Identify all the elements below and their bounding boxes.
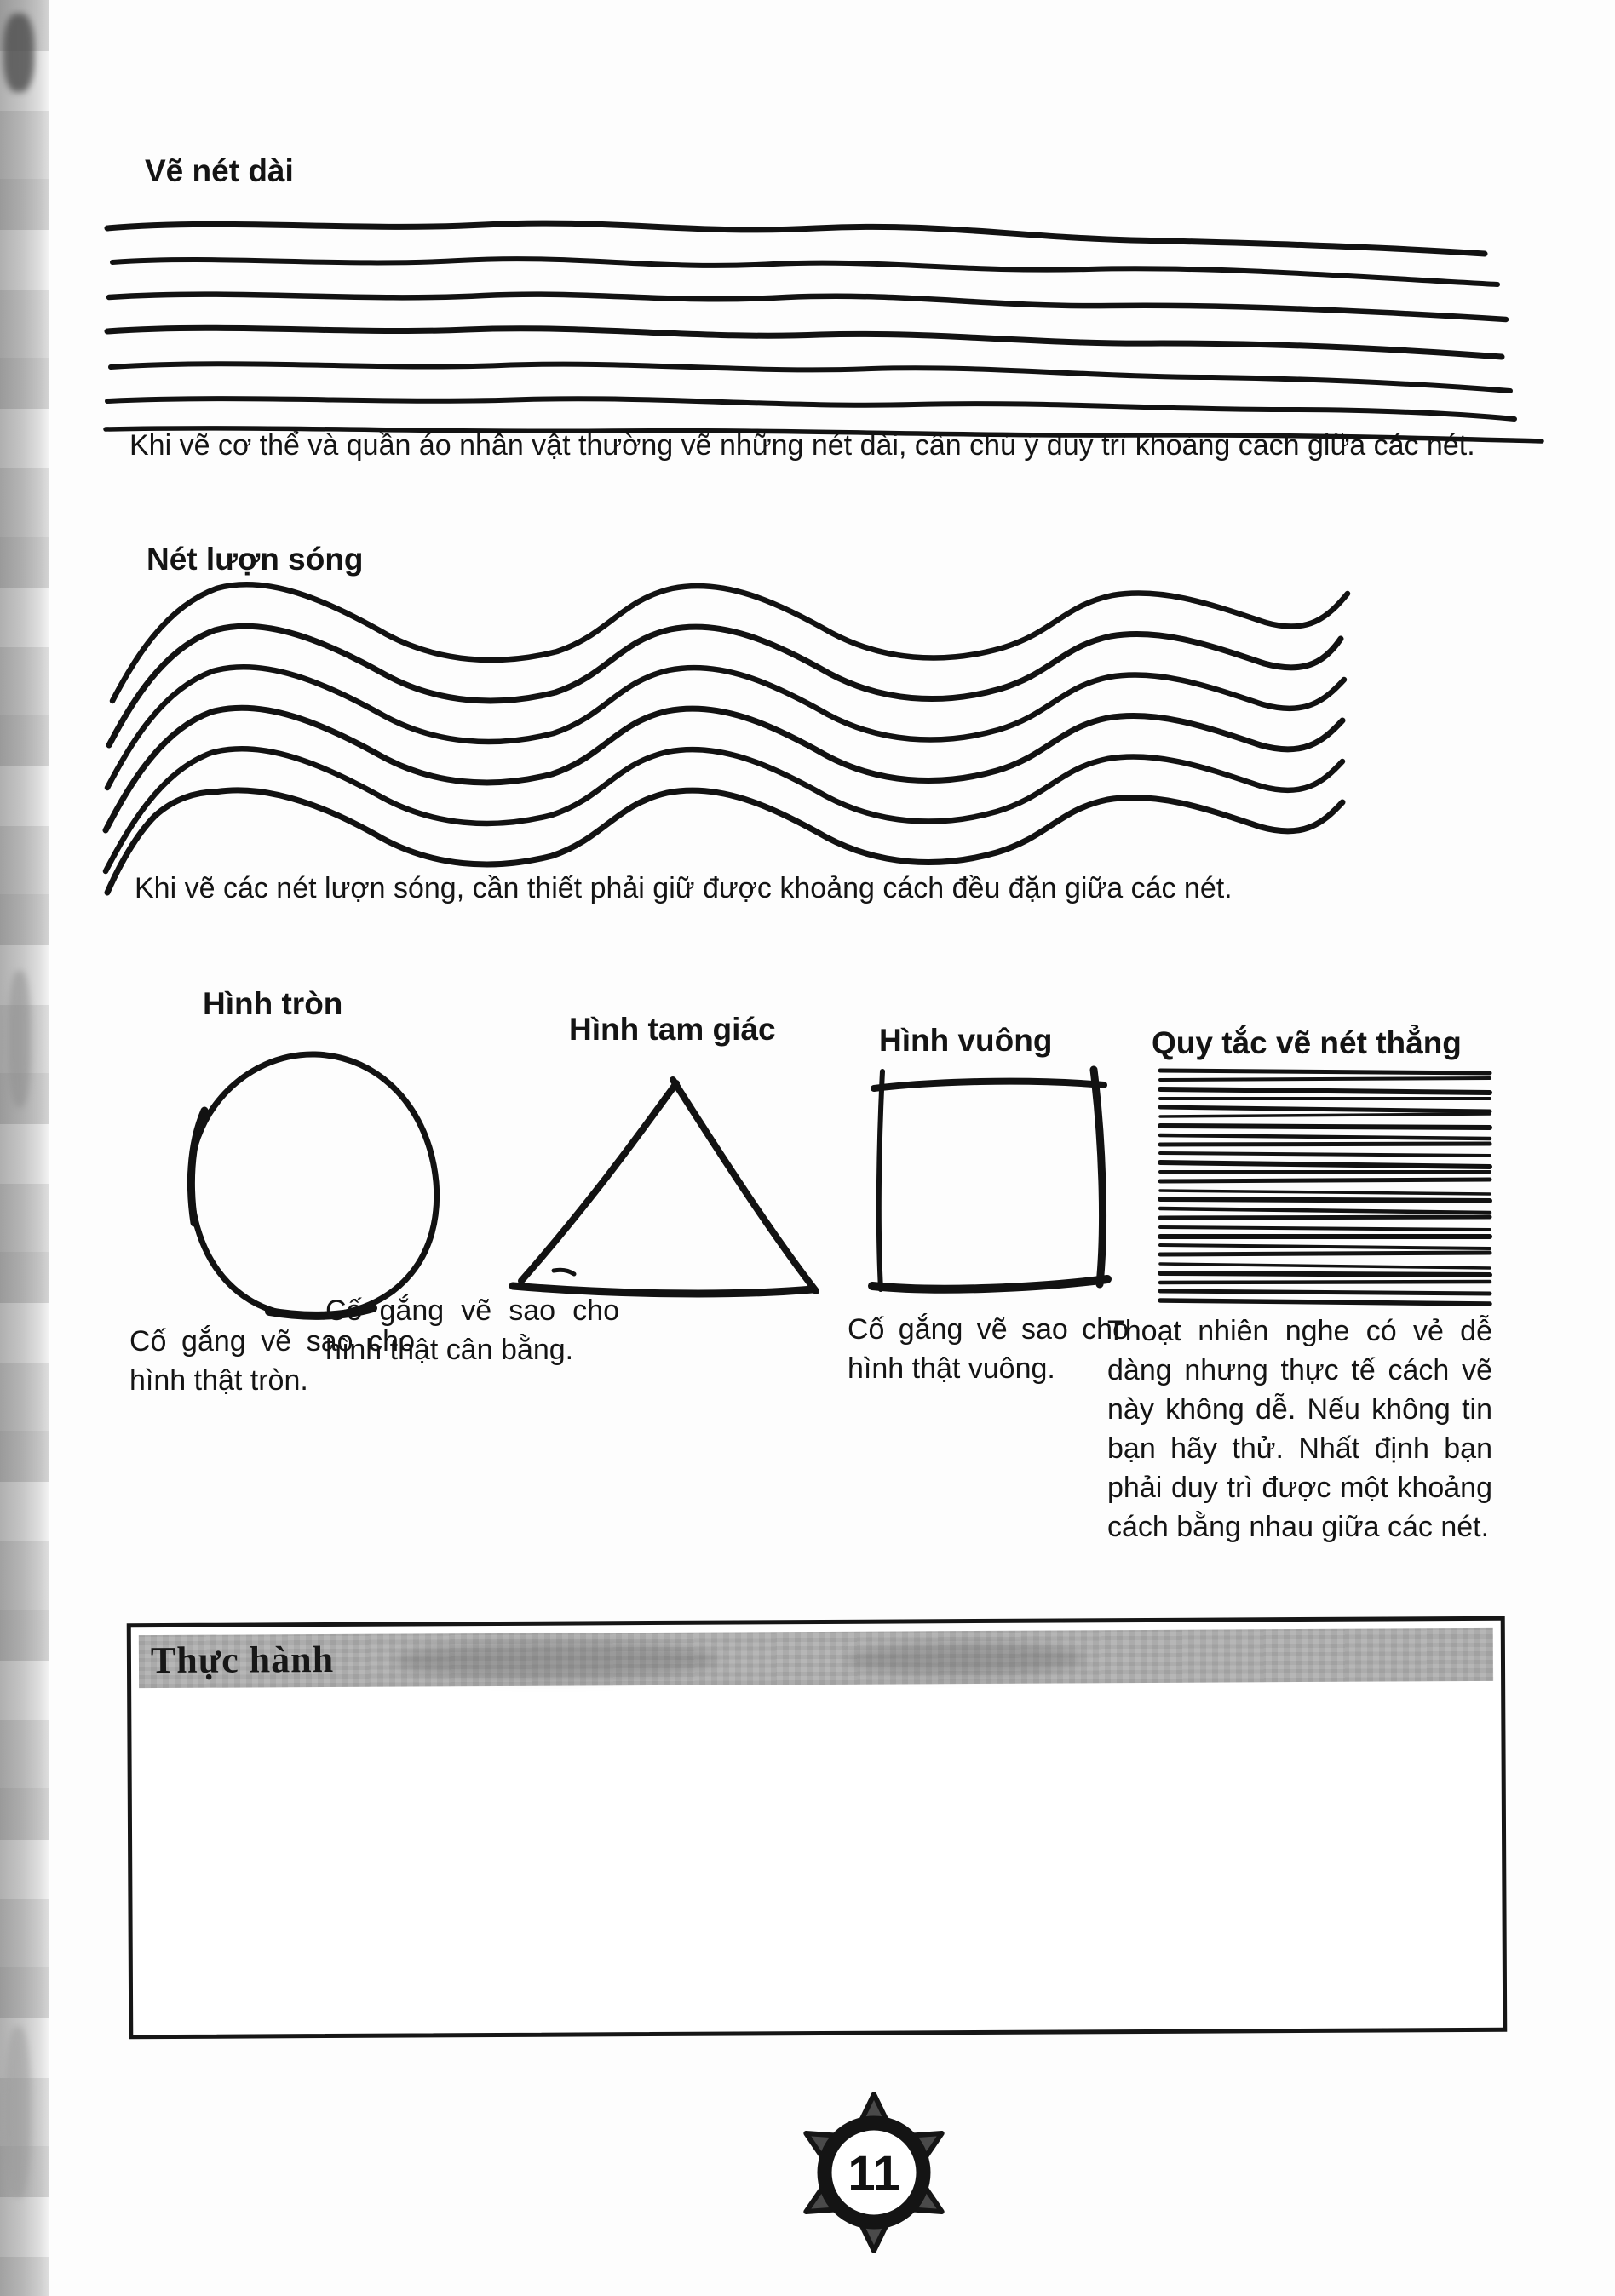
scan-smudge — [9, 971, 31, 1107]
heading-circle: Hình tròn — [203, 986, 343, 1021]
wavy-strokes-drawing — [95, 579, 1373, 903]
practice-header-band — [139, 1628, 1493, 1688]
square-caption: Cố gắng vẽ sao cho hình thật vuông. — [848, 1313, 1129, 1385]
triangle-caption: Cố gắng vẽ sao cho hình thật cân bằng. — [325, 1294, 619, 1366]
long-strokes-drawing — [101, 215, 1549, 445]
practice-label: Thực hành — [150, 1638, 335, 1682]
scan-smudge — [394, 1641, 718, 1680]
heading-square: Hình vuông — [879, 1023, 1053, 1058]
long-strokes-caption: Khi vẽ cơ thể và quần áo nhân vật thường vẽ những nét dài, cần chú ý duy trì khoảng cách giữa các nét. — [129, 429, 1475, 462]
page-number-badge — [789, 2083, 959, 2262]
scan-smudge — [5, 2027, 31, 2197]
triangle-drawing — [494, 1066, 826, 1305]
heading-straight-rule: Quy tắc vẽ nét thẳng — [1152, 1025, 1462, 1060]
heading-triangle: Hình tam giác — [569, 1012, 776, 1047]
scan-edge-strip — [0, 0, 49, 2296]
scan-smudge — [846, 1642, 1084, 1675]
practice-box — [127, 1616, 1508, 2039]
heading-long-strokes: Vẽ nét dài — [145, 153, 294, 188]
circle-drawing — [169, 1044, 458, 1325]
square-drawing — [862, 1063, 1118, 1301]
scan-smudge — [3, 14, 34, 92]
circle-caption: Cố gắng vẽ sao cho hình thật tròn. — [129, 1325, 415, 1397]
wavy-strokes-caption: Khi vẽ các nét lượn sóng, cần thiết phải giữ được khoảng cách đều đặn giữa các nét. — [135, 872, 1233, 904]
page-number: 11 — [848, 2146, 900, 2201]
heading-wavy-strokes: Nét lượn sóng — [147, 542, 364, 577]
straight-lines-drawing — [1157, 1066, 1493, 1313]
straight-rule-caption: Thoạt nhiên nghe có vẻ dễ dàng nhưng thực tế cách vẽ này không dễ. Nếu không tin bạn hãy thử. Nhất định bạn phải duy trì được một khoảng cách bằng nhau giữa các nét. — [1107, 1315, 1492, 1543]
